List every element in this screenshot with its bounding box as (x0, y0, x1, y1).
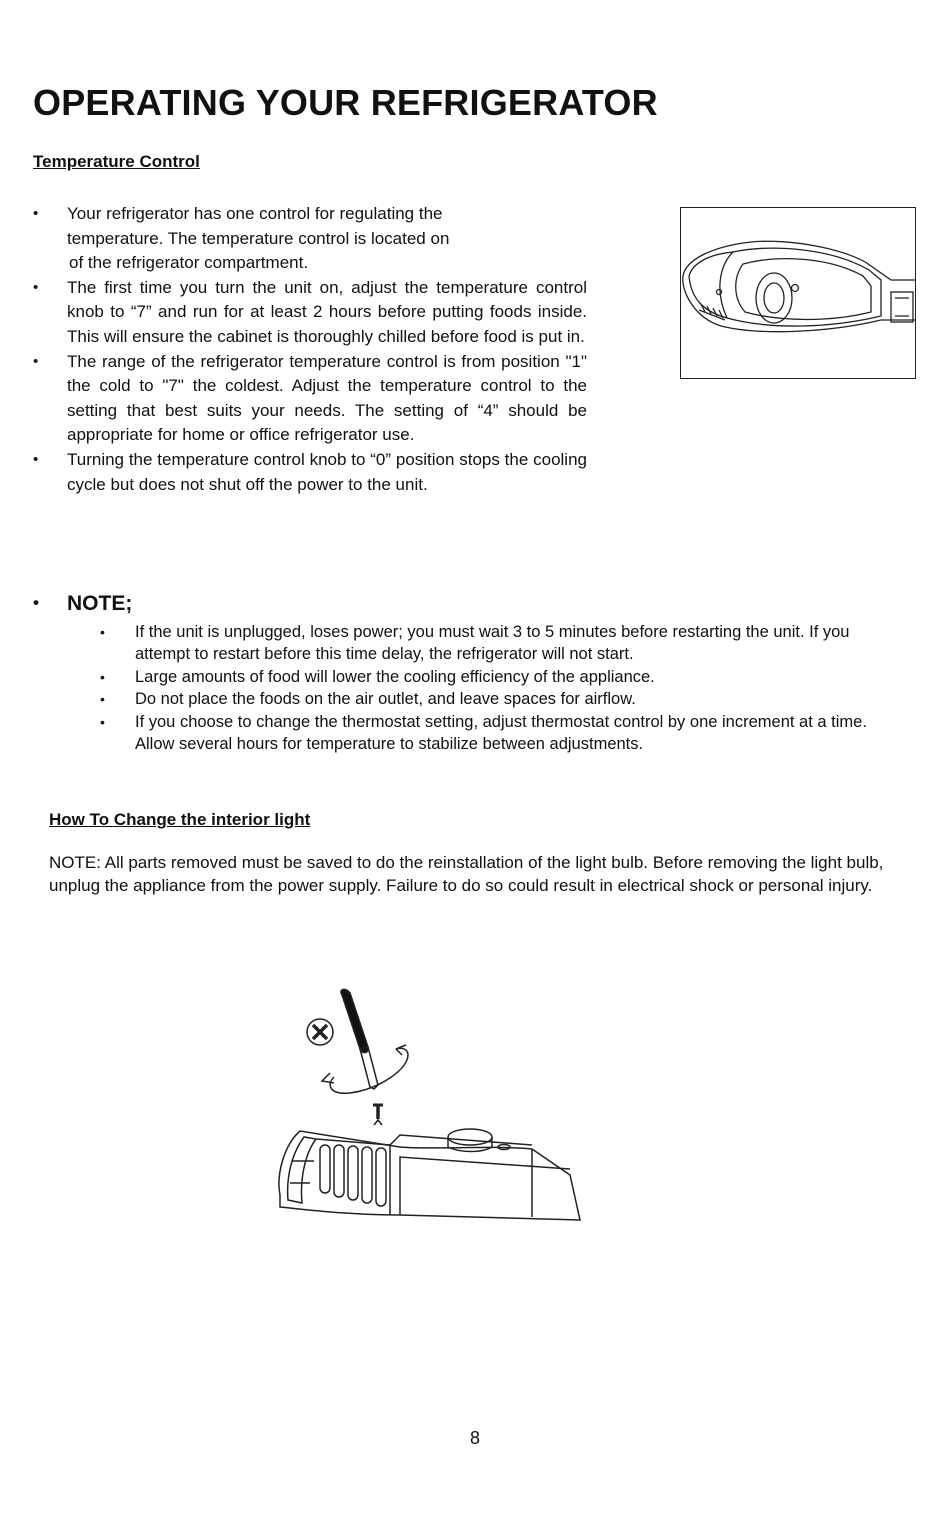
list-item: • Turning the temperature control knob to “0” position stops the cooling cycle but does not shut off the power to the unit. (33, 448, 587, 497)
interior-light-paragraph: NOTE: All parts removed must be saved to do the reinstallation of the light bulb. Before removing the light bulb, unplug the appliance from the power supply. Failure to do so could result in electrical shock or personal injury. (49, 853, 884, 895)
temperature-control-list (33, 202, 587, 497)
temperature-control-heading: Temperature Control (33, 152, 200, 171)
list-item-line: of the refrigerator compartment. (69, 253, 309, 273)
light-housing-drawing (279, 1129, 580, 1220)
list-item-line: temperature. The temperature control is located on (67, 228, 450, 248)
list-item: • Do not place the foods on the air outlet, and leave spaces for airflow. (100, 688, 880, 710)
page-number: 8 (469, 1428, 480, 1448)
page-title: OPERATING YOUR REFRIGERATOR (33, 82, 658, 123)
list-item: • If the unit is unplugged, loses power; you must wait 3 to 5 minutes before restarting the unit. If you attempt to restart before this time delay, the refrigerator will not start. (100, 621, 880, 666)
light-cover-removal-illustration (270, 985, 590, 1230)
screwdriver-drawing (270, 985, 590, 1230)
list-item: • If you choose to change the thermostat setting, adjust thermostat control by one increment at a time. Allow several hours for temperature to stabilize between adjustments. (100, 711, 880, 756)
list-item: • The first time you turn the unit on, adjust the temperature control knob to “7” and run for at least 2 hours before putting foods inside. This will ensure the cabinet is thoroughly chilled before food is put in. (33, 276, 587, 350)
list-item: • Large amounts of food will lower the cooling efficiency of the appliance. (100, 666, 880, 688)
note-heading-label: NOTE; (67, 592, 133, 615)
list-item-line: • Your refrigerator has one control for regulating the (67, 204, 443, 223)
interior-light-heading: How To Change the interior light (49, 810, 311, 829)
list-item: • The range of the refrigerator temperature control is from position "1" the cold to "7" the coldest. Adjust the temperature control to the setting that best suits your needs. The setting of “4” should be appropriate for home or office refrigerator use. (33, 350, 587, 448)
note-list (100, 621, 880, 755)
control-housing-drawing (681, 208, 916, 379)
list-item (33, 202, 587, 276)
temperature-control-illustration (680, 207, 916, 379)
note-heading (33, 592, 132, 616)
bullet-icon: • (33, 593, 39, 612)
